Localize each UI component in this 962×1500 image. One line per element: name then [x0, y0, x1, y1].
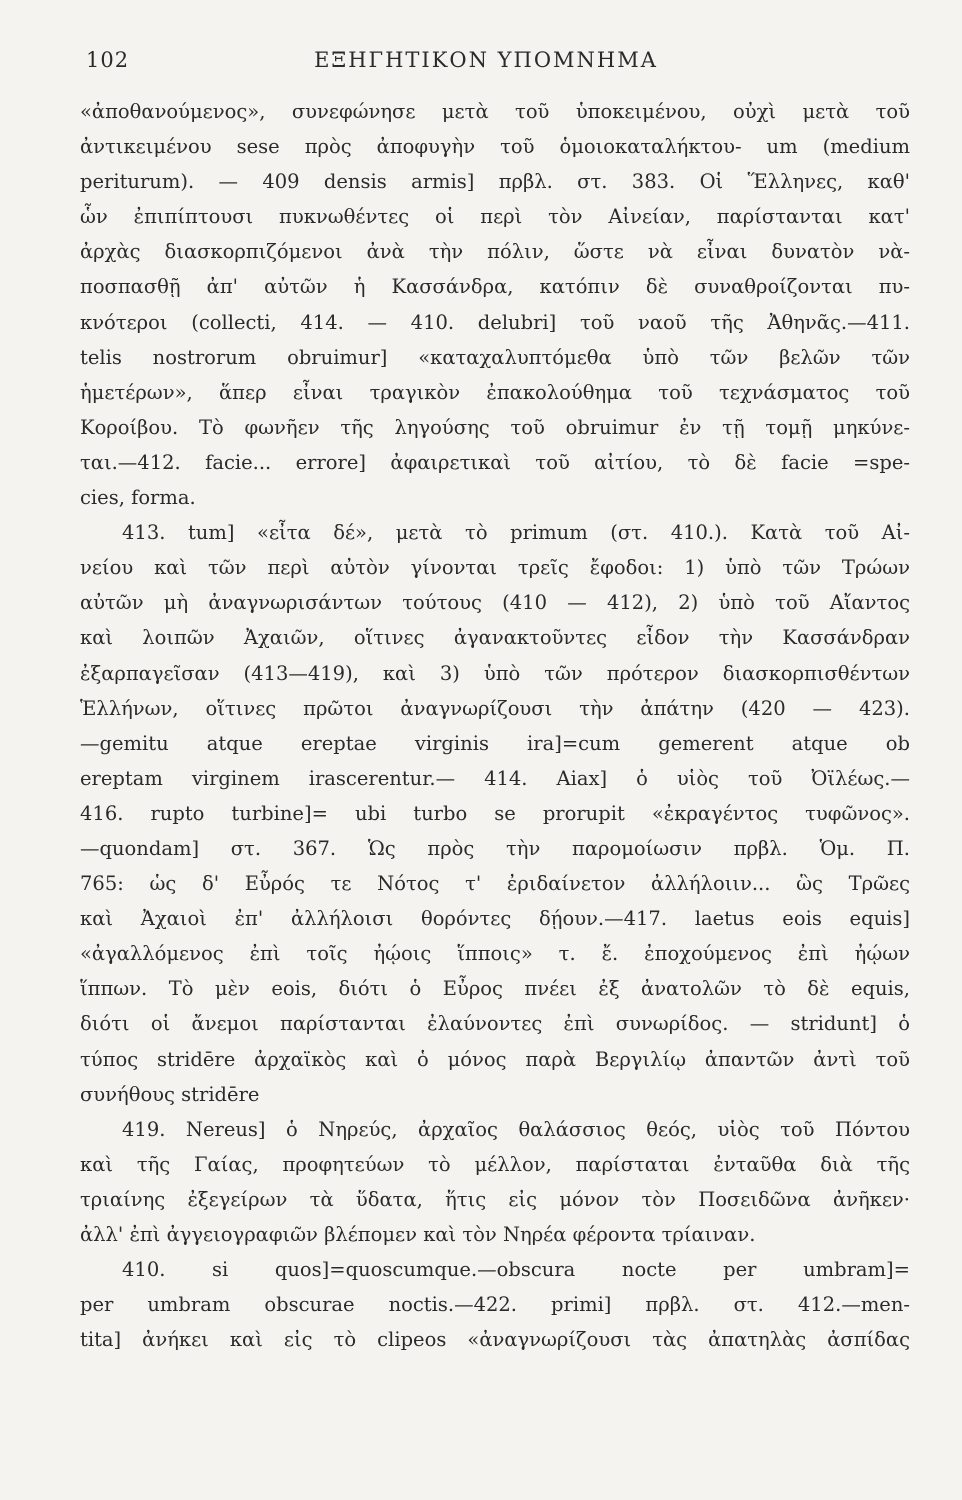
- text-line: Ἑλλήνων, οἵτινες πρῶτοι ἀναγνωρίζουσι τὴν ἀπάτην (420 — 423).: [80, 696, 910, 720]
- text-line: τύπος stridēre ἀρχαϊκὸς καὶ ὁ μόνος παρὰ Βεργιλίῳ ἀπαντῶν ἀντὶ τοῦ: [80, 1047, 910, 1071]
- text-line: «ἀποθανούμενος», συνεφώνησε μετὰ τοῦ ὑποκειμένου, οὐχὶ μετὰ τοῦ: [80, 100, 910, 123]
- text-line: periturum). — 409 densis armis] πρβλ. στ. 383. Οἱ Ἕλληνες, καθ': [80, 170, 910, 194]
- text-line: 765: ὡς δ' Εὖρός τε Νότος τ' ἐριδαίνετον ἀλλήλοιιν... ὣς Τρῶες: [80, 872, 910, 896]
- text-line: τριαίνης ἐξεγείρων τὰ ὕδατα, ἥτις εἰς μόνον τὸν Ποσειδῶνα ἀνῆκεν·: [80, 1187, 910, 1211]
- text-line: per umbram obscurae noctis.—422. primi] πρβλ. στ. 412.—men-: [80, 1293, 910, 1317]
- text-line: νείου καὶ τῶν περὶ αὐτὸν γίνονται τρεῖς ἔφοδοι: 1) ὑπὸ τῶν Τρώων: [80, 556, 910, 580]
- text-line: «ἀγαλλόμενος ἐπὶ τοῖς ἠῴοις ἵπποις» τ. ἔ. ἐποχούμενος ἐπὶ ἠῴων: [80, 942, 910, 966]
- text-line: ἀλλ' ἐπὶ ἀγγειογραφιῶν βλέπομεν καὶ τὸν Νηρέα φέροντα τρίαιναν.: [80, 1223, 756, 1246]
- text-line: ἀντικειμένου sese πρὸς ἀποφυγὴν τοῦ ὁμοιοκαταλήκτου- um (medium: [80, 135, 910, 159]
- text-line: Κοροίβου. Τὸ φωνῆεν τῆς ληγούσης τοῦ obruimur ἐν τῇ τομῇ μηκύνε-: [80, 415, 910, 439]
- text-line: ποσπασθῇ ἀπ' αὐτῶν ἡ Κασσάνδρα, κατόπιν δὲ συναθροίζονται πυ-: [80, 275, 910, 299]
- text-line: καὶ Ἀχαιοὶ ἐπ' ἀλλήλοισι θορόντες δῄουν.—417. laetus eois equis]: [80, 907, 910, 931]
- text-line: κνότεροι (collecti, 414. — 410. delubri] τοῦ ναοῦ τῆς Ἀθηνᾶς.—411.: [80, 310, 910, 334]
- text-line: ἐξαρπαγεῖσαν (413—419), καὶ 3) ὑπὸ τῶν πρότερον διασκορπισθέντων: [80, 661, 910, 685]
- running-title: ΕΞΗΓΗΤΙΚΟΝ ΥΠΟΜΝΗΜΑ: [314, 48, 658, 72]
- text-line: telis nostrorum obruimur] «καταχαλυπτόμεθα ὑπὸ τῶν βελῶν τῶν: [80, 345, 910, 369]
- text-line: ἡμετέρων», ἅπερ εἶναι τραγικὸν ἐπακολούθημα τοῦ τεχνάσματος τοῦ: [80, 380, 910, 404]
- text-line: 419. Nereus] ὁ Νηρεύς, ἀρχαῖος θαλάσσιος θεός, υἱὸς τοῦ Πόντου: [122, 1117, 910, 1141]
- text-line: —gemitu atque ereptae virginis ira]=cum gemerent atque ob: [80, 731, 910, 755]
- text-line: ereptam virginem irascerentur.— 414. Aiax] ὁ υἱὸς τοῦ Ὀϊλέως.—: [80, 766, 910, 790]
- text-line: καὶ λοιπῶν Ἀχαιῶν, οἵτινες ἀγανακτοῦντες εἶδον τὴν Κασσάνδραν: [80, 626, 910, 650]
- text-line: 413. tum] «εἶτα δέ», μετὰ τὸ primum (στ. 410.). Κατὰ τοῦ Αἰ-: [122, 521, 910, 545]
- text-line: συνήθους stridēre: [80, 1082, 260, 1106]
- text-line: ὧν ἐπιπίπτουσι πυκνωθέντες οἱ περὶ τὸν Αἰνείαν, παρίστανται κατ': [80, 205, 910, 229]
- text-line: ἵππων. Τὸ μὲν eois, διότι ὁ Εὖρος πνέει ἐξ ἀνατολῶν τὸ δὲ equis,: [80, 977, 910, 1001]
- text-line: —quondam] στ. 367. Ὡς πρὸς τὴν παρομοίωσιν πρβλ. Ὁμ. Π.: [80, 836, 910, 860]
- page-number: 102: [86, 48, 130, 72]
- page-header: [86, 48, 886, 78]
- text-line: ται.—412. facie... errore] ἀφαιρετικαὶ τοῦ αἰτίου, τὸ δὲ facie =spe-: [80, 450, 910, 474]
- text-line: διότι οἱ ἄνεμοι παρίστανται ἐλαύνοντες ἐπὶ συνωρίδος. — stridunt] ὁ: [80, 1012, 910, 1036]
- text-line: 416. rupto turbine]= ubi turbo se prorupit «ἐκραγέντος τυφῶνος».: [80, 801, 910, 825]
- text-line: tita] ἀνήκει καὶ εἰς τὸ clipeos «ἀναγνωρίζουσι τὰς ἀπατηλὰς ἀσπίδας: [80, 1328, 910, 1352]
- text-line: cies, forma.: [80, 486, 196, 510]
- text-line: ἀρχὰς διασκορπιζόμενοι ἀνὰ τὴν πόλιν, ὥστε νὰ εἶναι δυνατὸν νὰ-: [80, 240, 910, 264]
- text-line: αὐτῶν μὴ ἀναγνωρισάντων τούτους (410 — 412), 2) ὑπὸ τοῦ Αἴαντος: [80, 591, 910, 615]
- text-line: 410. si quos]=quoscumque.—obscura nocte per umbram]=: [122, 1258, 910, 1282]
- commentary-text: [80, 94, 910, 1357]
- text-line: καὶ τῆς Γαίας, προφητεύων τὸ μέλλον, παρίσταται ἐνταῦθα διὰ τῆς: [80, 1152, 910, 1176]
